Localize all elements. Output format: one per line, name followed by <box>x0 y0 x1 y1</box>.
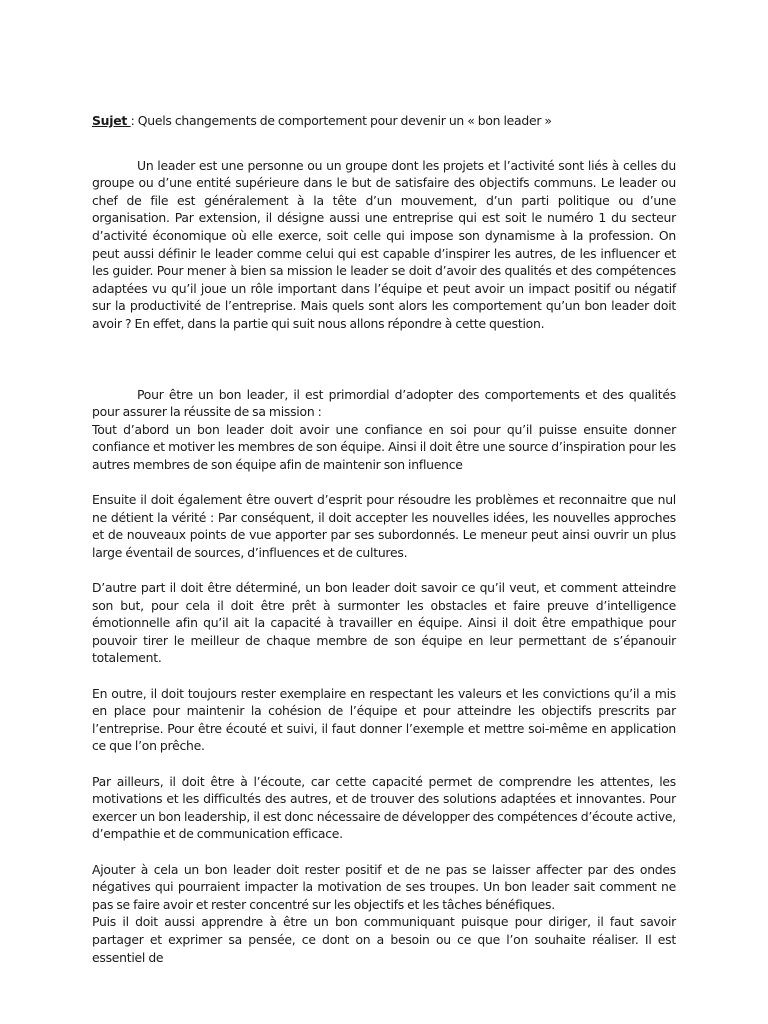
document-page <box>92 112 676 966</box>
paragraph-introduction: Un leader est une personne ou un groupe dont les projets et l’activité sont liés à celles du groupe ou d’une entité supérieure dans le but de satisfaire des objectifs communs. Le leader ou chef de file est généralement à la tête d’un mouvement, d’un parti politique ou d’une organisation. Par extension, il désigne aussi une entreprise qui est soit le numéro 1 du secteur d’activité économique où elle exerce, soit celle qui impose son dynamisme à la profession. On peut aussi définir le leader comme celui qui est capable d’inspirer les autres, de les influencer et les guider. Pour mener à bien sa mission le leader se doit d’avoir des qualités et des compétences adaptées vu qu’il joue un rôle important dans l’équipe et peut avoir un impact positif ou négatif sur la productivité de l’entreprise. Mais quels sont alors les comportement qu’un bon leader doit avoir ? En effet, dans la partie qui suit nous allons répondre à cette question. <box>92 157 676 331</box>
subject-label: Sujet <box>92 113 131 128</box>
subject-text: : Quels changements de comportement pour devenir un « bon leader » <box>130 113 552 128</box>
paragraph-exemplary: En outre, il doit toujours rester exemplaire en respectant les valeurs et les convictions qu’il a mis en place pour maintenir la cohésion de l’équipe et pour atteindre les objectifs prescrits par l’entreprise. Pour être écouté et suivi, il faut donner l’exemple et mettre soi-même en application ce que l’on prêche. <box>92 685 676 754</box>
spacer <box>92 755 676 773</box>
paragraph-positive: Ajouter à cela un bon leader doit rester positif et de ne pas se laisser affecter par des ondes négatives qui pourraient impacter la motivation de ses troupes. Un bon leader sait comment ne pas se faire avoir et rester concentré sur les objectifs et les tâches bénéfiques. <box>92 861 676 912</box>
spacer <box>92 843 676 861</box>
spacer <box>92 561 676 579</box>
paragraph-determined: D’autre part il doit être déterminé, un bon leader doit savoir ce qu’il veut, et comment atteindre son but, pour cela il doit être prêt à surmonter les obstacles et faire preuve d’intelligence émotionnelle afin qu’il ait la capacité à travailler en équipe. Ainsi il doit être empathique pour pouvoir tirer le meilleur de chaque membre de son équipe en leur permettant de s’épanouir totalement. <box>92 580 676 666</box>
spacer <box>92 333 676 386</box>
paragraph-confidence: Tout d’abord un bon leader doit avoir une confiance en soi pour qu’il puisse ensuite donner confiance et motiver les membres de son équipe. Ainsi il doit être une source d’inspiration pour les autres membres de son équipe afin de maintenir son influence <box>92 421 676 472</box>
paragraph-communication: Puis il doit aussi apprendre à être un bon communiquant puisque pour diriger, il faut savoir partager et exprimer sa pensée, ce dont on a besoin ou ce que l’on souhaite réaliser. Il est essentiel de <box>92 914 676 965</box>
spacer <box>92 130 676 157</box>
subject-line <box>92 112 676 130</box>
paragraph-listening: Par ailleurs, il doit être à l’écoute, car cette capacité permet de comprendre les attentes, les motivations et les difficultés des autres, et de trouver des solutions adaptées et innovantes. Pour exercer un bon leadership, il est donc nécessaire de développer des compétences d’écoute active, d’empathie et de communication efficace. <box>92 773 676 842</box>
paragraph-open-minded: Ensuite il doit également être ouvert d’esprit pour résoudre les problèmes et reconnaitre que nul ne détient la vérité : Par conséquent, il doit accepter les nouvelles idées, les nouvelles approches et de nouveaux points de vue apporter par ses subordonnés. Le meneur peut ainsi ouvrir un plus large éventail de sources, d’influences et de cultures. <box>92 492 676 560</box>
paragraph-development-intro: Pour être un bon leader, il est primordial d’adopter des comportements et des qualités pour assurer la réussite de sa mission : <box>92 386 676 420</box>
spacer <box>92 667 676 685</box>
spacer <box>92 474 676 492</box>
